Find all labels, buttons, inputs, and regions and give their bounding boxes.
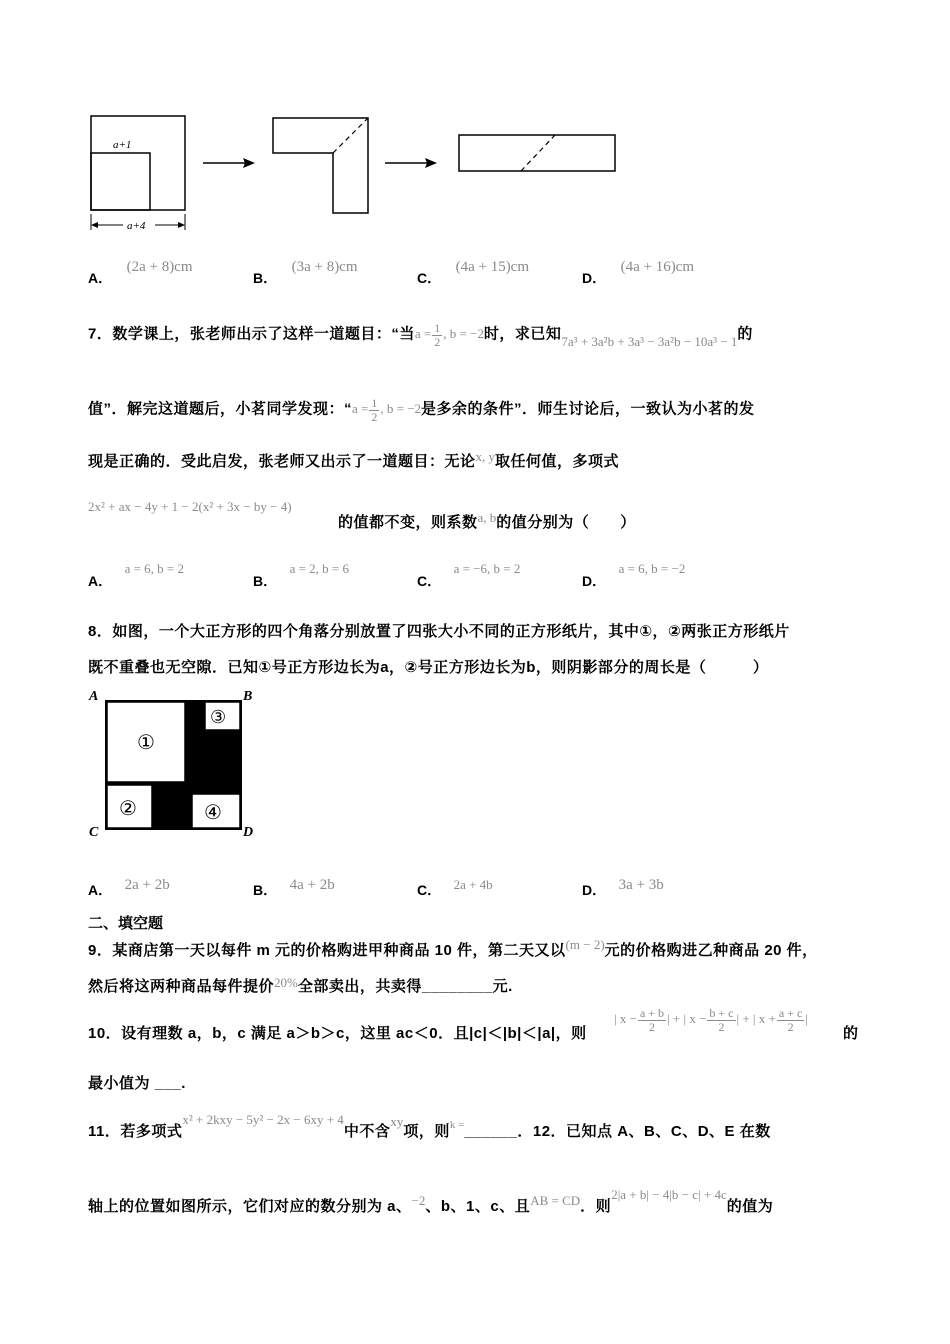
q12-line: 轴上的位置如图所示，它们对应的数分别为 a、−2、b、1、c、且AB = CD．则2|a + b| − 4|b − c| + 4c的值为 [88,1187,774,1215]
q10-line-1-end: 的 [843,1025,859,1042]
q7-option-b[interactable]: B． a = 2, b = 6 [253,561,350,589]
q7-line-4 [88,498,292,516]
label-2: ② [119,798,137,820]
big-square [91,116,185,210]
q7-option-d[interactable]: D． a = 6, b = −2 [582,561,686,589]
q6-figure [85,112,625,237]
q10-line-2: 最小值为 ___. [88,1075,186,1092]
corner-d: D [243,825,254,840]
q7-line-4b: 的值都不变，则系数a, b的值分别为（ ） [338,510,636,531]
q8-option-b[interactable]: B． 4a + 2b [253,877,335,898]
q6-option-a[interactable]: A． (2a + 8)cm [88,259,193,286]
label-3: ③ [210,707,227,727]
label-4: ④ [204,802,222,824]
q8-figure [85,686,265,841]
corner-b: B [243,689,253,704]
q7-expr-1: 7a³ + 3a²b + 3a³ − 3a²b − 10a³ − 1 [561,334,738,350]
q8-option-a[interactable]: A． 2a + 2b [88,877,170,898]
q6-option-c[interactable]: C． (4a + 15)cm [417,259,530,286]
q7-expr-2: 2x² + ax − 4y + 1 − 2(x² + 3x − by − 4) [88,499,292,514]
q6-option-d[interactable]: D． (4a + 16)cm [582,259,695,286]
q8-line-2: 既不重叠也无空隙．已知①号正方形边长为a，②号正方形边长为b，则阴影部分的周长是（ ） [88,659,769,676]
q7-option-c[interactable]: C． a = −6, b = 2 [417,561,521,589]
q11-line: 11．若多项式x² + 2kxy − 5y² − 2x − 6xy + 4中不含xy项，则$^{k =}$______．12．已知点 A、B、C、D、E 在数 [88,1112,771,1140]
q7-line-1: 7．数学课上，张老师出示了这样一道题目：“当a = $\frac{1}{2}$ , b = −2时，求已知7a³ + 3a²b + 3a³ − 3a²b − 10a³ − 1的 [88,321,753,350]
q10-expression: | x − $\frac{a + b}{2}$ | + | x − $\frac{b + c}{2}$ | + | x + $\frac{a + c}{2}$ | [614,1006,808,1034]
section-title: 二、填空题 [88,915,164,932]
q8-line-1: 8．如图，一个大正方形的四个角落分别放置了四张大小不同的正方形纸片，其中①，②两张正方形纸片 [88,623,790,640]
q12-expr: 2|a + b| − 4|b − c| + 4c [611,1187,727,1202]
q9-line-2: 然后将这两种商品每件提价20%全部卖出，共卖得________元. [88,975,513,995]
q10-line-1: 10．设有理数 a，b，c 满足 a＞b＞c，这里 ac＜0．且|c|＜|b|＜|a|，则 [88,1025,587,1042]
label-a-plus-4: a+4 [127,220,146,232]
q7-option-a[interactable]: A． a = 6, b = 2 [88,561,185,589]
q8-option-d[interactable]: D． 3a + 3b [582,877,664,898]
corner-c: C [89,825,99,840]
q7-line-2: 值”．解完这道题后，小茗同学发现：“a = $\frac{1}{2}$ , b = −2是多余的条件”．师生讨论后，一致认为小茗的发 [88,396,755,424]
q8-option-c[interactable]: C． 2a + 4b [417,877,493,898]
q11-expr: x² + 2kxy − 5y² − 2x − 6xy + 4 [182,1112,344,1127]
corner-a: A [89,689,99,704]
q9-line-1: 9．某商店第一天以每件 m 元的价格购进甲种商品 10 件，第二天又以(m − 2)元的价格购进乙种商品 20 件， [88,937,818,959]
q6-option-b[interactable]: B． (3a + 8)cm [253,259,358,286]
inner-square [91,153,150,210]
label-1: ① [137,732,155,754]
label-a-plus-1: a+1 [113,139,132,151]
q7-line-3: 现是正确的．受此启发，张老师又出示了一道题目：无论x, y取任何值，多项式 [88,449,620,470]
result-rectangle [459,135,615,171]
